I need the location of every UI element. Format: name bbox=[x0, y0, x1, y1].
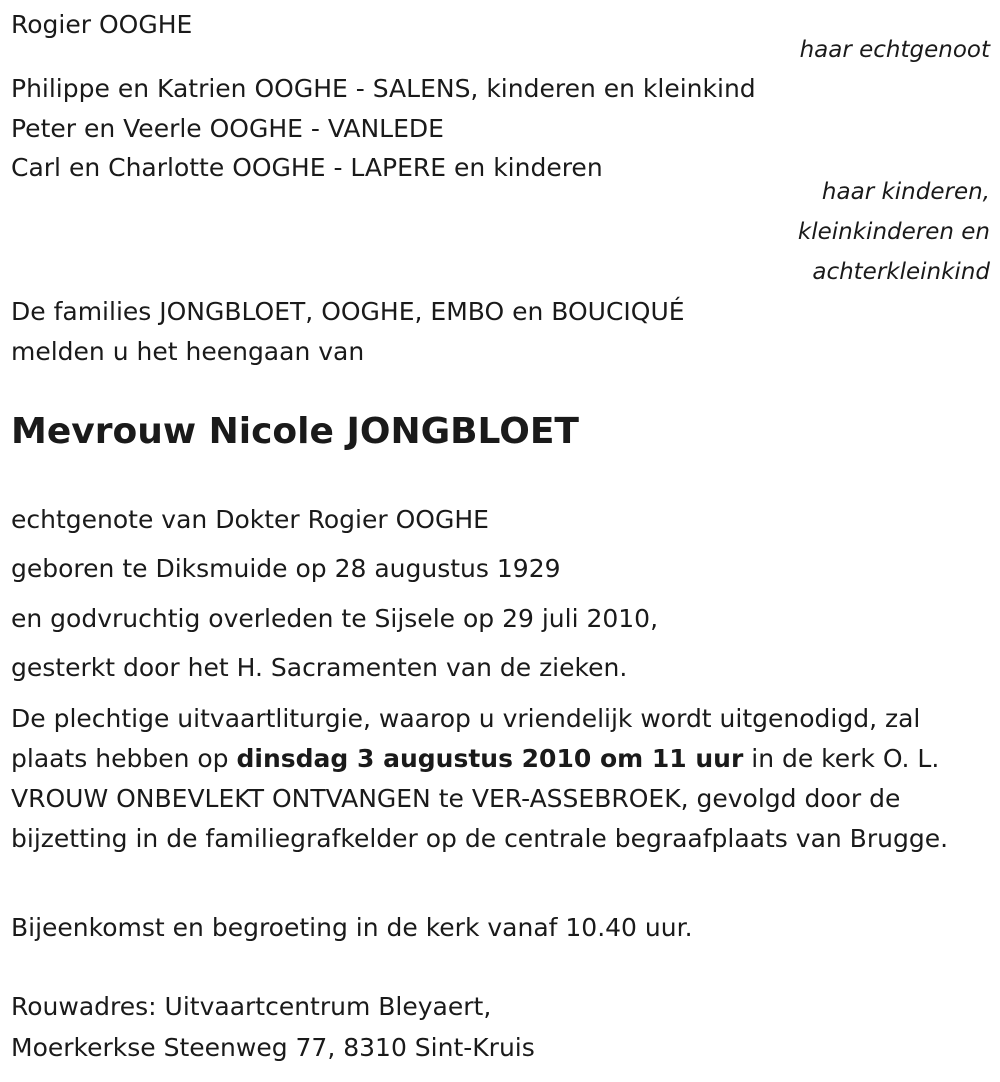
spouse-relation: haar echtgenoot bbox=[799, 37, 990, 63]
detail-line-4: gesterkt door het H. Sacramenten van de zieken. bbox=[11, 653, 628, 682]
children-relation-2: kleinkinderen en bbox=[797, 219, 990, 245]
children-line-2: Peter en Veerle OOGHE - VANLEDE bbox=[11, 114, 444, 143]
families-line-1: De families JONGBLOET, OOGHE, EMBO en BOUCIQUÉ bbox=[11, 297, 685, 326]
children-relation-3: achterkleinkind bbox=[812, 259, 990, 285]
funeral-datetime: dinsdag 3 augustus 2010 om 11 uur bbox=[236, 744, 744, 773]
spouse-name: Rogier OOGHE bbox=[11, 10, 193, 39]
funeral-paragraph bbox=[11, 699, 991, 859]
deceased-name: Mevrouw Nicole JONGBLOET bbox=[11, 411, 579, 452]
detail-line-2: geboren te Diksmuide op 28 augustus 1929 bbox=[11, 554, 561, 583]
address-line-1: Rouwadres: Uitvaartcentrum Bleyaert, bbox=[11, 992, 492, 1021]
funeral-rest: in de kerk O. L. VROUW ONBEVLEKT ONTVANGEN te VER-ASSEBROEK, gevolgd door de bijzetting in de familiegrafkelder op de centrale begraafplaats van Brugge. bbox=[11, 744, 949, 853]
children-line-1: Philippe en Katrien OOGHE - SALENS, kinderen en kleinkind bbox=[11, 74, 756, 103]
funeral-intro: De plechtige uitvaartliturgie, waarop u vriendelijk wordt uitgenodigd, zal plaats hebben op bbox=[11, 704, 921, 773]
children-line-3: Carl en Charlotte OOGHE - LAPERE en kinderen bbox=[11, 153, 603, 182]
families-line-2: melden u het heengaan van bbox=[11, 337, 365, 366]
address-line-2: Moerkerkse Steenweg 77, 8310 Sint-Kruis bbox=[11, 1033, 535, 1062]
detail-line-1: echtgenote van Dokter Rogier OOGHE bbox=[11, 505, 489, 534]
children-relation-1: haar kinderen, bbox=[821, 179, 990, 205]
detail-line-3: en godvruchtig overleden te Sijsele op 29 juli 2010, bbox=[11, 604, 659, 633]
gathering-text: Bijeenkomst en begroeting in de kerk vanaf 10.40 uur. bbox=[11, 913, 693, 942]
